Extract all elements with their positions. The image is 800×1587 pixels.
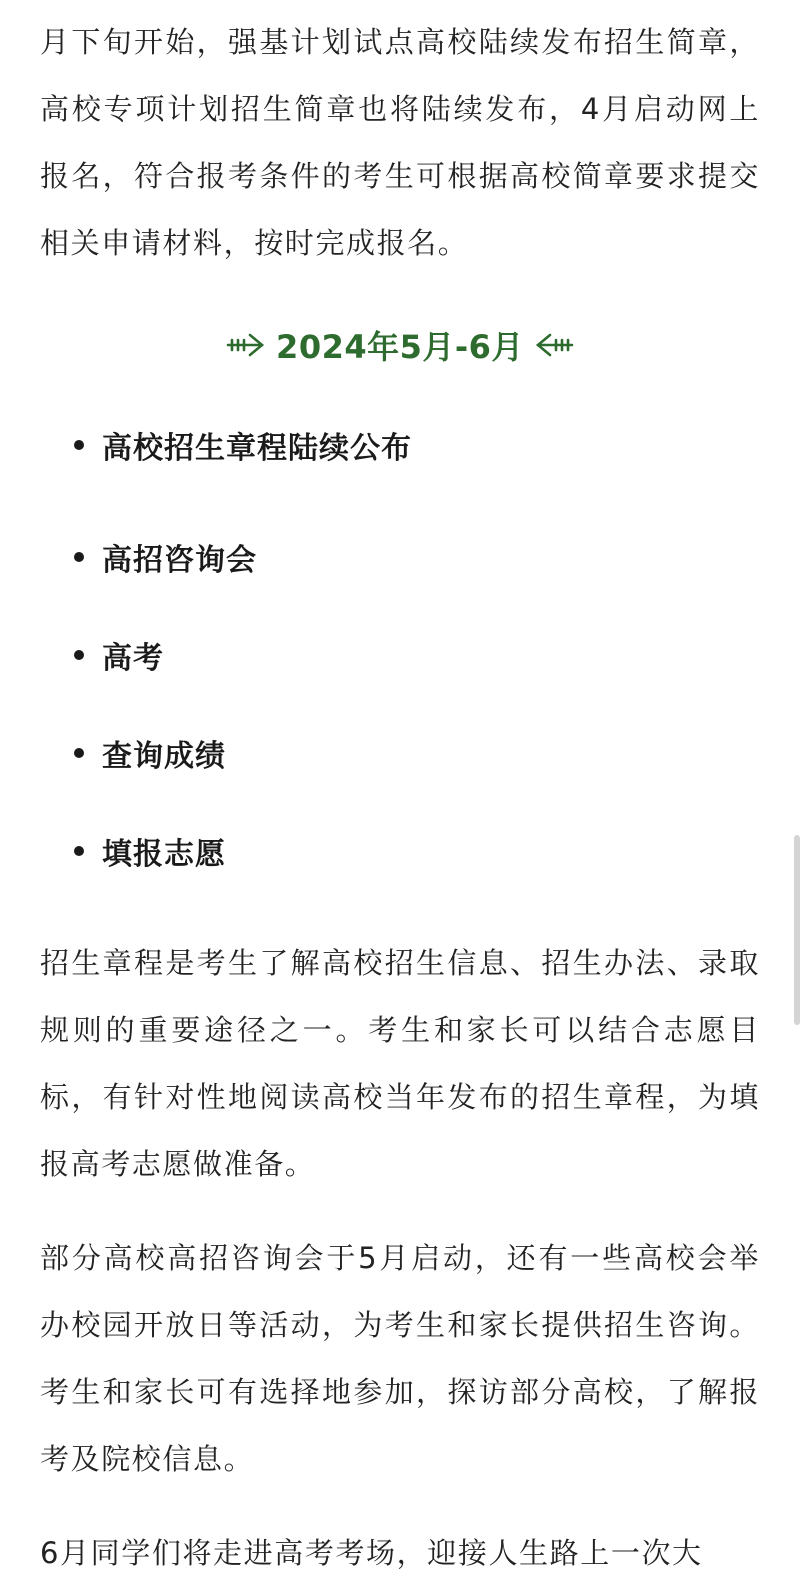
intro-paragraph: 月下旬开始，强基计划试点高校陆续发布招生简章，高校专项计划招生简章也将陆续发布，4月启动网上报名，符合报考条件的考生可根据高校简章要求提交相关申请材料，按时完成报名。 <box>40 25 760 260</box>
list-item-label: 高校招生章程陆续公布 <box>102 431 412 466</box>
list-item-label: 查询成绩 <box>102 739 226 774</box>
list-item <box>40 606 760 704</box>
list-item <box>40 410 760 480</box>
arrow-decoration-right-icon <box>226 330 266 360</box>
list-item-label: 高招咨询会 <box>102 543 257 578</box>
list-item <box>40 508 760 606</box>
bullet-dot-icon <box>74 440 84 450</box>
list-item <box>40 704 760 802</box>
list-item-label: 填报志愿 <box>102 837 226 872</box>
section-heading <box>40 315 760 375</box>
bullet-dot-icon <box>74 552 84 562</box>
list-item <box>40 802 760 900</box>
arrow-decoration-left-icon <box>534 330 574 360</box>
bullet-dot-icon <box>74 846 84 856</box>
milestone-list <box>40 410 760 900</box>
bullet-dot-icon <box>74 650 84 660</box>
scrollbar-thumb[interactable] <box>794 835 800 1025</box>
section-heading-text: 2024年5月-6月 <box>276 328 524 366</box>
list-item-label: 高考 <box>102 641 164 676</box>
paragraph-exam: 6月同学们将走进高考考场，迎接人生路上一次大 <box>40 1536 703 1570</box>
bullet-dot-icon <box>74 748 84 758</box>
paragraph-admission-charter: 招生章程是考生了解高校招生信息、招生办法、录取规则的重要途径之一。考生和家长可以结合志愿目标，有针对性地阅读高校当年发布的招生章程，为填报高考志愿做准备。 <box>40 946 760 1181</box>
article-content <box>40 0 760 1587</box>
paragraph-consultation: 部分高校高招咨询会于5月启动，还有一些高校会举办校园开放日等活动，为考生和家长提供招生咨询。考生和家长可有选择地参加，探访部分高校，了解报考及院校信息。 <box>40 1241 760 1476</box>
